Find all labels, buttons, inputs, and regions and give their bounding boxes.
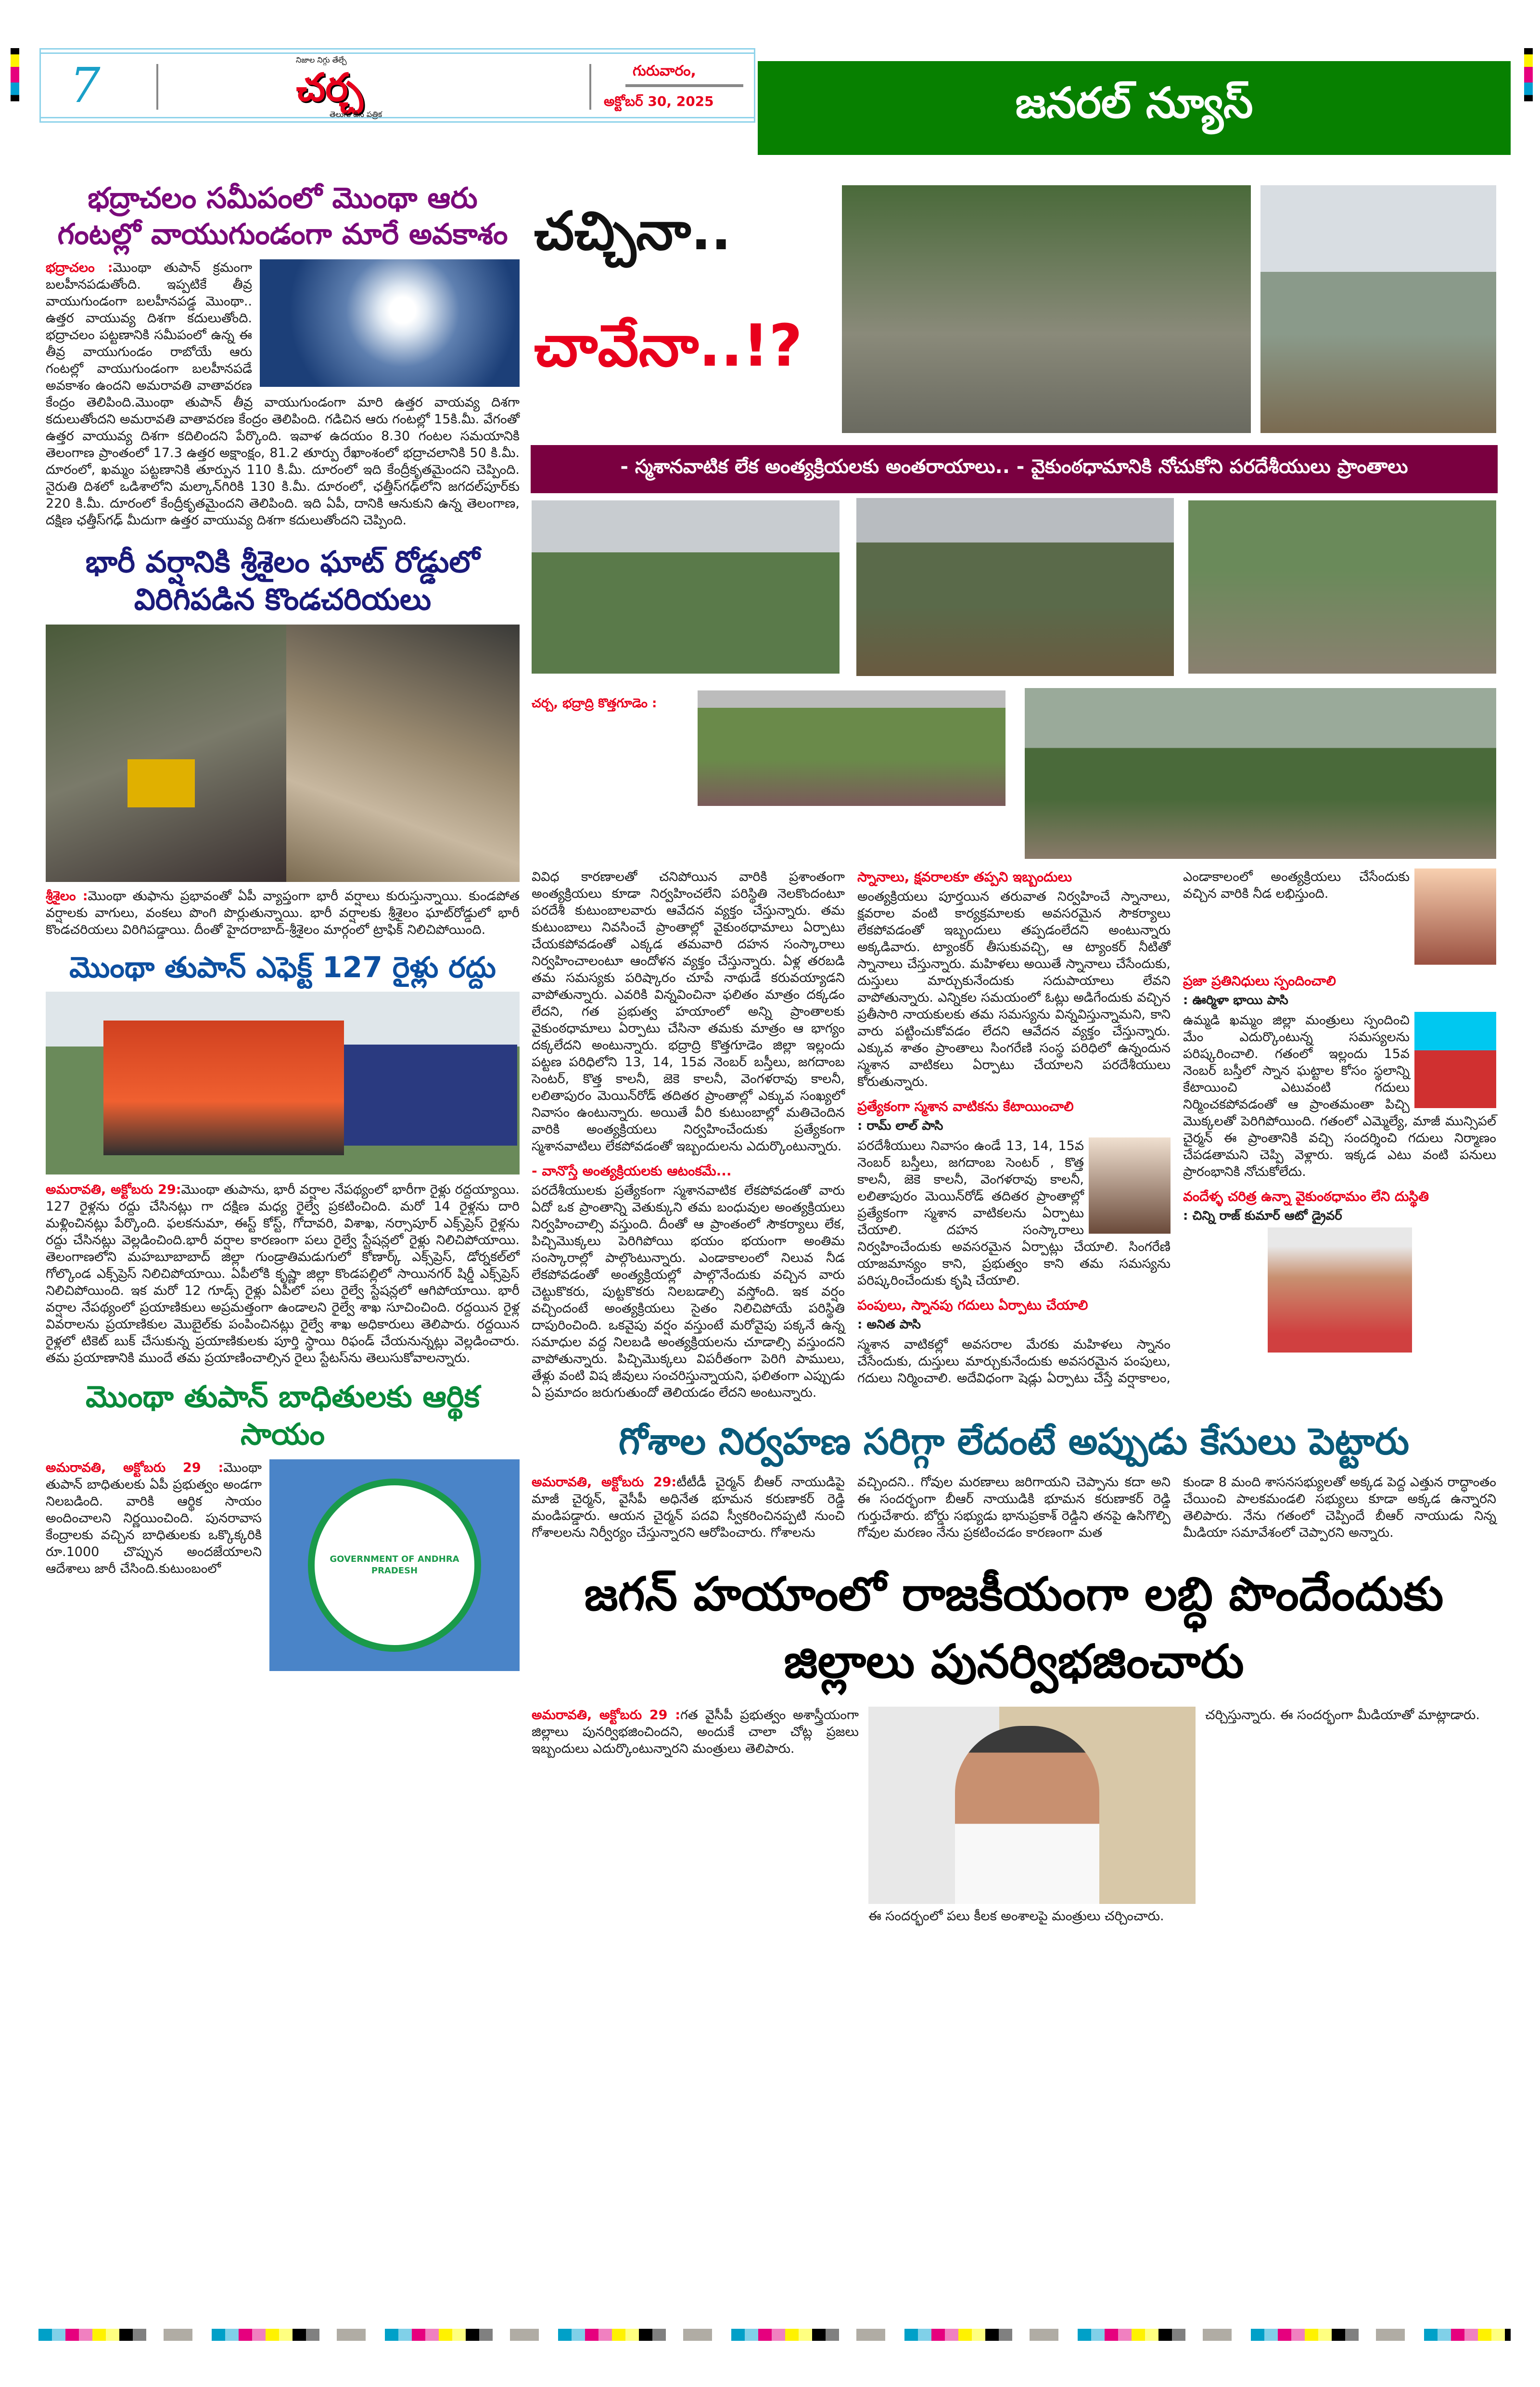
jagan-photo-block: [868, 1707, 1196, 1925]
cremation-site-photo: [1025, 688, 1496, 859]
funeral-procession-photo: [842, 185, 1251, 433]
article-bhadrachalam: భద్రాచలం :మొంథా తుపాన్ క్రమంగా బలహీనపడుతోంది. ఇప్పటికే తీవ్ర వాయుగుండంగా బలహీనపడ్డ మొంథా.. ఉత్తర వాయువ్య దిశగా కదులుతోంది. భద్రాచలం పట్టణానికి సమీపంలో ఉన్న ఈ తీవ్ర వాయుగుండం రాబోయే ఆరు గంటల్లో వాయుగుండంగా బలహీనపడే అవకాశం ఉందని అమరావతి వాతావరణ కేంద్రం తెలిపింది.మొంథా తుపాన్ తీవ్ర వాయుగుండంగా మారి ఉత్తర వాయవ్య దిశగా కదులుతోందని అమరావతి వాతావరణ కేంద్రం తెలిపింది. గడిచిన ఆరు గంటల్లో 15కి.మీ. వేగంతో ఉత్తర వాయువ్య దిశగా కదిలిందని పేర్కొంది. ఇవాళ ఉదయం 8.30 గంటల సమయానికి తెలంగాణ ప్రాంతంలో 17.3 ఉత్తర అక్షాంక్షం, 81.2 తూర్పు రేఖాంశంలో భద్రాచలానికి 50 కి.మీ. దూరంలో, ఖమ్మం పట్టణానికి తూర్పున 110 కి.మీ. దూరంలో ఇది కేంద్రీకృతమైందని చెప్పింది. నైరుతి దిశలో ఒడిశాలోని మల్కాన్‌గిరికి 130 కి.మీ. దూరంలో, ఛత్తీస్‌గఢ్‌లోని జగదల్‌పూర్‌కు 220 కి.మీ. దూరంలో కేంద్రీకృతమైందని తెలిపింది. ఇది ఏపీ, దానికి ఆనుకుని ఉన్న తెలంగాణ, దక్షిణ ఛత్తీస్‌గఢ్ మీదుగా ఉత్తర వాయువ్య దిశగా కదులుతోందని చెప్పింది.: [46, 260, 520, 528]
registration-mark-right: [1524, 48, 1533, 111]
photo-caption: ఈ సందర్భంలో పలు కీలక అంశాలపై మంత్రులు చర్చించారు.: [868, 1909, 1164, 1924]
section-title: జనరల్ న్యూస్: [1015, 78, 1253, 128]
page-number: 7: [70, 57, 101, 114]
lead-headline-1: చచ్చినా..: [534, 200, 731, 262]
goshala-col3: కుండా 8 మంది శాసనసభ్యులతో అక్కడ పెద్ద ఎత్తున రాద్ధాంతం చేయించి పాలకమండలి సభ్యులు కూడా అక్కడ ఉన్నారని తెలిపారు. నేను గతంలో చెప్పిందే బీఆర్ నాయుడు నిన్న మీడియా సమావేశంలో చెప్పారని అన్నారు.: [1183, 1475, 1496, 1540]
article-trains: అమరావతి, అక్టోబరు 29:మొంథా తుపాను, భారీ వర్షాల నేపథ్యంలో భారీగా రైళ్లు రద్దయ్యాయి. 127 రైళ్లను రద్దు చేసినట్లు గా దక్షిణ మధ్య రైల్వే ప్రకటించింది. మరో 14 రైళ్లను దారి మళ్లించినట్లు పేర్కొంది. ఫలకనుమా, ఈస్ట్ కోస్ట్, గోదావరి, విశాఖ, నర్సాపూర్ ఎక్స్‌ప్రెస్ రైళ్లను రద్దు చేసినట్లు వెల్లడించింది.భారీ వర్షాల కారణంగా పలు రైల్వే స్టేషన్లలో రైళ్లు నిలిచిపోయాయి. తెలంగాణలోని మహబూబాబాద్ జిల్లా గుండ్రాతిమడుగులో కోణార్క్ ఎక్స్‌ప్రెస్, డోర్నకల్‌లో గోల్కొండ ఎక్స్‌ప్రెస్ నిలిచిపోయాయి. ఏపీలోకి కృష్ణా జిల్లా కొండపల్లిలో సాయినగర్ షిర్డీ ఎక్స్‌ప్రెస్ నిలిచిపోయింది. ఇక మరో 12 గూడ్స్ రైళ్లు ఏపీలో పలు రైల్వే స్టేషన్లలో ఆగిపోయాయి. భారీ వర్షాల నేపథ్యంలో ప్రయాణికులు అప్రమత్తంగా ఉండాలని రైల్వే శాఖ సూచించింది. రద్దయిన రైళ్ల వివరాలను ప్రయాణికుల మొబైల్‌కు పంపించినట్లు రైల్వే శాఖ అధికారులు తెలిపారు. రద్దయిన రైళ్లలో టికెట్ బుక్ చేసుకున్న ప్రయాణికులకు పూర్తి స్థాయి రిఫండ్ చేయనున్నట్లు వెల్లడించారు. తమ ప్రయాణానికి ముందే తమ ప్రయాణించాల్సిన రైలు స్టేటస్‌ను తెలుసుకోవాలన్నారు.: [46, 1182, 520, 1366]
jagan-col3: చర్చిస్తున్నారు. ఈ సందర్భంగా మీడియాతో మాట్లాడారు.: [1205, 1708, 1480, 1723]
headline-relief: మొంథా తుపాన్ బాధితులకు ఆర్థిక సాయం: [86, 1379, 480, 1452]
lead-headline-2: చావేనా..!?: [534, 313, 802, 380]
section-banner: [758, 61, 1511, 155]
jagan-body: [532, 1707, 1496, 1925]
headline-bhadrachalam: భద్రాచలం సమీపంలో మొంథా ఆరు గంటల్లో వాయుగుండంగా మారే అవకాశం: [57, 181, 508, 251]
headline-goshala: గోశాల నిర్వహణ సరిగ్గా లేదంటే అప్పుడు కేసులు పెట్టారు: [618, 1420, 1410, 1463]
cyclone-satellite-photo: [260, 259, 520, 387]
headline-jagan: జగన్ హయాంలో రాజకీయంగా లబ్ధి పొందేందుకు జిల్లాలు పునర్విభజించారు: [584, 1567, 1444, 1688]
issue-day: గురువారం,: [633, 63, 696, 79]
registration-mark-left: [11, 48, 19, 111]
issue-date: అక్టోబర్ 30, 2025: [604, 93, 714, 109]
lead-dateline: చర్చ, భద్రాద్రి కొత్తగూడెం :: [532, 696, 657, 711]
anitha-pasi-photo: [1414, 868, 1496, 965]
goshala-col1: అమరావతి, అక్టోబరు 29:టీటీడీ చైర్మన్ బీఆర్ నాయుడిపై మాజీ చైర్మన్, వైసీపీ అధినేత భూమన కరుణాకర్ రెడ్డి మండిపడ్డారు. ఆయన చైర్మన్ పదవి స్వీకరించినప్పటి నుంచి గోశాలలను నిర్వీర్యం చేస్తున్నారని ఆరోపించారు. గోశాలను: [532, 1475, 845, 1540]
masthead: [39, 48, 755, 123]
logo-text: GOVERNMENT OF ANDHRA PRADESH: [330, 1554, 459, 1576]
article-srisailam: శ్రీశైలం :మొంథా తుఫాను ప్రభావంతో ఏపీ వ్యాప్తంగా భారీ వర్షాలు కురుస్తున్నాయి. కుండపోత వర్షాలకు వాగులు, వంకలు పొంగి పొర్లుతున్నాయి. భారీ వర్షాలకు శ్రీశైలం ఘాట్‌రోడ్డులో భారీ కొండచరియలు విరిగిపడ్డాయి. దీంతో హైదరాబాద్-శ్రీశైలం మార్గంలో ట్రాఫిక్ నిలిచిపోయింది.: [46, 889, 520, 937]
left-column: [46, 180, 520, 1671]
ram-lal-pasi-photo: [1089, 1137, 1171, 1234]
headline-trains: మొంథా తుపాన్ ఎఫెక్ట్ 127 రైళ్లు రద్దు: [69, 951, 496, 984]
minister-photo: [868, 1707, 1196, 1904]
lead-subhead-baths: స్నానాలు, క్షవరాలకూ తప్పని ఇబ్బందులు: [857, 869, 1072, 885]
urmila-bhai-pasi-photo: [1414, 1012, 1496, 1108]
divider: [625, 84, 743, 87]
cremation-photo-3: [1188, 500, 1496, 674]
cremation-photo-2: [856, 498, 1174, 676]
divider: [589, 64, 591, 110]
landslide-photo-2: [286, 625, 520, 882]
right-stack: [532, 868, 1496, 1925]
newspaper-logo: చర్చ: [296, 65, 363, 110]
article-relief: GOVERNMENT OF ANDHRA PRADESH అమరావతి, అక్టోబరు 29 :మొంథా తుపాన్ బాధితులకు ఏపీ ప్రభుత్వం అండగా నిలబడింది. వారికి ఆర్థిక సాయం అందించాలని నిర్ణయించింది. పునరావాస కేంద్రాలకు వచ్చిన బాధితులకు ఒక్కొక్కరికి రూ.1000 చొప్పున అందజేయాలని ఆదేశాలు జారీ చేసింది.కుటుంబంలో: [46, 1459, 520, 1577]
print-color-bar: [38, 2329, 1511, 2341]
mourners-shelter-photo: [698, 690, 1005, 806]
jagan-col1: అమరావతి, అక్టోబరు 29 :గత వైసీపీ ప్రభుత్వం అశాస్త్రీయంగా జిల్లాలు పునర్విభజించిందని, అందుకే చాలా చోట్ల ప్రజలు ఇబ్బందులు ఎదుర్కొంటున్నారని మంత్రులు తెలిపారు.: [532, 1708, 859, 1756]
lead-body: వివిధ కారణాలతో చనిపోయిన వారికి ప్రశాంతంగా అంత్యక్రియలు కూడా నిర్వహించలేని పరిస్థితి నెలకొందంటూ పరదేశీ కుటుంబాలవారు ఆవేదన వ్యక్తం చేస్తున్నారు. తమ కుటుంబాలు నివసించే ప్రాంతాల్లో వైకుంఠధామాలు ఏర్పాటు చేయకపోవడంతో ఎక్కడ తమవారి దహన సంస్కారాలు నిర్వహించాలంటూ ఆందోళన వ్యక్తం చేస్తున్నారు. ఏళ్ల తరబడి తమ సమస్యకు పరిష్కారం చూపే నాథుడే కరువయ్యాడని వాపోతున్నారు. ఎవరికి విన్నవించినా ఫలితం మాత్రం దక్కడం లేదని, గత ప్రభుత్వ హయాంలో అన్ని ప్రాంతాలకు వైకుంఠధామాలు ఏర్పాటు చేసినా తమకు మాత్రం ఆ భాగ్యం దక్కలేదని అంటున్నారు. భద్రాద్రి కొత్తగూడెం జిల్లా ఇల్లందు పట్టణ పరిధిలోని 13, 14, 15వ నెంబర్ బస్తీలు, జగదాంబ సెంటర్, కొత్త కాలనీ, జెకె కాలనీ, వెంగళరావు కాలనీ, లలితాపురం మెయిన్‌రోడ్ తదితర ప్రాంతాల్లో ఎక్కువ సంఖ్యలో నివాసం ఉంటున్నారు. అయితే వీరి కుటుంబాల్లో మతిచెందిన వారికి అంత్యక్రియలు నిర్వహించేందుకు ప్రత్యేకంగా స్మశానవాటిలు లేకపోవడంతో ఇబ్బందులను ఎదుర్కొంటున్నారు. - వానొస్తే అంత్యక్రియలకు ఆటంకమే... పరదేశీయులకు ప్రత్యేకంగా స్మశానవాటిక లేకపోవడంతో వారు ఏదో ఒక ప్రాంతాన్ని వెతుక్కుని తమ బంధువుల అంత్యక్రియలు నిర్వహించాల్సి వస్తుంది. దీంతో ఆ ప్రాంతంలో సౌకర్యాలు లేక, పిచ్చిమొక్కలు పెరిగిపోయి భయం భయంగా అంతిమ సంస్కారాల్లో పాల్గొంటున్నారు. ఎండాకాలంలో నిలువ నీడ లేకపోవడంతో అంత్యక్రియల్లో పాల్గొనేందుకు వచ్చిన వారు చెట్టుకొకరు, పుట్టకొకరు నిలబడాల్సి వస్తోంది. ఇక వర్షం వచ్చిందంటే అంత్యక్రియలు సైతం నిలిచిపోయే పరిస్థితి దాపురించింది. ఒకవైపు వర్షం వస్తుంటే మరోవైపు పక్కనే ఉన్న సమాధుల వద్ద నిలబడి అంత్యక్రియలను చూడాల్సి వస్తుందని వాపోతున్నారు. పిచ్చిమొక్కలు విపరీతంగా పెరిగి పాములు, తేళ్లు వంటి విష జీవులు సంచరిస్తున్నాయని, ఫలితంగా ఎప్పుడు ఏ ప్రమాదం జరుగుతుందో తెలియడం లేదని అంటున్నారు. స్నానాలు, క్షవరాలకూ తప్పని ఇబ్బందులు అంత్యక్రియలు పూర్తయిన తరువాత నిర్వహించే స్నానాలు, క్షవరాల వంటి కార్యక్రమాలకు అవసరమైన సౌకర్యాలు లేకపోవడంతో ఇబ్బందులు తప్పడంలేదని అంటున్నారు అక్కడివారు. ట్యాంకర్ తీసుకువచ్చి, ఆ ట్యాంకర్ నీటితో స్నానాలు చేస్తున్నారు. మహిళలు అయితే స్నానాలు చేసేందుకు, దుస్తులు మార్చుకునేందుకు సదుపాయాలు లేవని వాపోతున్నారు. ఎన్నికల సమయంలో ఓట్లు అడిగేందుకు వచ్చిన ప్రతీసారి నాయకులకు తమ సమస్యను విన్నవిస్తున్నామని, కాని వారు పట్టించుకోవడం లేదని ఆవేదన వ్యక్తం చేస్తున్నారు. ఎక్కువ శాతం ప్రాంతాలు సింగరేణి సంస్థ పరిధిలో ఉన్నందున స్మశాన వాటికలు ఏర్పాటు చేయాలని పరదేశీయులు కోరుతున్నారు. ప్రత్యేకంగా స్మశాన వాటికను కేటాయించాలి : రామ్ లాల్ పాసి పరదేశీయులు నివాసం ఉండే 13, 14, 15వ నెంబర్ బస్తీలు, జగదాంబ సెంటర్ , కొత్త కాలనీ, జెకె కాలనీ, వెంగళరావు కాలనీ, లలితాపురం మెయిన్‌రోడ్ తదితర ప్రాంతాల్లో ప్రత్యేకంగా స్మశాన వాటికలను ఏర్పాటు చేయాలి. దహన సంస్కారాలు నిర్వహించేందుకు అవసరమైన ఏర్పాట్లు చేయాలి. సింగరేణి యాజమాన్యం కాని, ప్రభుత్వం కాని తమ సమస్యను పరిష్కరించేందుకు కృషి చేయాలి. పంపులు, స్నానపు గదులు ఏర్పాటు చేయాలి : అనిత పాసి స్మశాన వాటికల్లో అవసరాల మేరకు మహిళలు స్నానం చేసేందుకు, దుస్తులు మార్చుకునేందుకు అవసరమైన పంపులు, గదులు నిర్మించాలి. అదేవిధంగా షెడ్లు ఏర్పాటు చేస్తే వర్షాకాలం, ఎండాకాలంలో అంత్యక్రియలు చేసేందుకు వచ్చిన వారికి నీడ లభిస్తుంది. ప్రజా ప్రతినిధులు స్పందించాలి : ఊర్మిళా భాయి పాసి ఉమ్మడి ఖమ్మం జిల్లా మంత్రులు స్పందించి మేం ఎదుర్కొంటున్న సమస్యలను పరిష్కరించాలి. గతంలో ఇల్లందు 15వ నెంబర్ బస్తీలో స్నాన ఘట్టాల కోసం స్థలాన్ని కేటాయించి ఎటువంటి గదులు నిర్మించకపోవడంతో ఆ ప్రాంతమంతా పిచ్చి మొక్కలతో పెరిగిపోయింది. గతంలో ఎమ్మెల్యే, మాజీ మున్సిపల్ చైర్మన్ ఈ ప్రాంతానికి వచ్చి సందర్శించి గదులు నిర్మాణం చేపడతామని చెప్పి వెళ్లారు. ఇక్కడ ఎటు వంటి పనులు ప్రారంభానికి నోచుకోలేదు. వందేళ్ళ చరిత్ర ఉన్నా వైకుంఠధామం లేని దుస్థితి : చిన్ని రాజ్ కుమార్ ఆటో డ్రైవర్: [532, 869, 1496, 1400]
logo-tagline-top: నిజాల నిగ్గు తేల్చే: [296, 55, 347, 64]
ap-government-logo: [269, 1459, 520, 1671]
divider: [156, 64, 158, 110]
train-photo: [46, 992, 520, 1174]
cremation-photo-1: [532, 500, 840, 674]
landslide-photo-1: [46, 625, 286, 882]
goshala-col2: వచ్చిందని.. గోవుల మరణాలు జరిగాయని చెప్పాను కదా అని ఈ సందర్భంగా బీఆర్ నాయుడికి భూమన కరుణాకర్ రెడ్డి గుర్తుచేశారు. బోర్డు సభ్యుడు భానుప్రకాశ్ రెడ్డిని తనపై ఉసిగొల్పి గోవుల మరణం నేను ప్రకటించడం కారణంగా మత: [857, 1475, 1171, 1540]
lead-subheading-banner: - స్మశానవాటిక లేక అంత్యక్రియలకు అంతరాయాలు.. - వైకుంఠధామానికి నోచుకోని పరదేశీయులు ప్రాంతాలు: [531, 445, 1498, 493]
water-tanker-photo: [1260, 185, 1496, 433]
logo-tagline-bottom: తెలుగు దిన పత్రిక: [330, 110, 382, 119]
raj-kumar-photo: [1268, 1227, 1412, 1353]
goshala-body: [532, 1474, 1496, 1541]
headline-srisailam: భారీ వర్షానికి శ్రీశైలం ఘాట్ రోడ్డులో విరిగిపడిన కొండచరియలు: [85, 544, 480, 617]
